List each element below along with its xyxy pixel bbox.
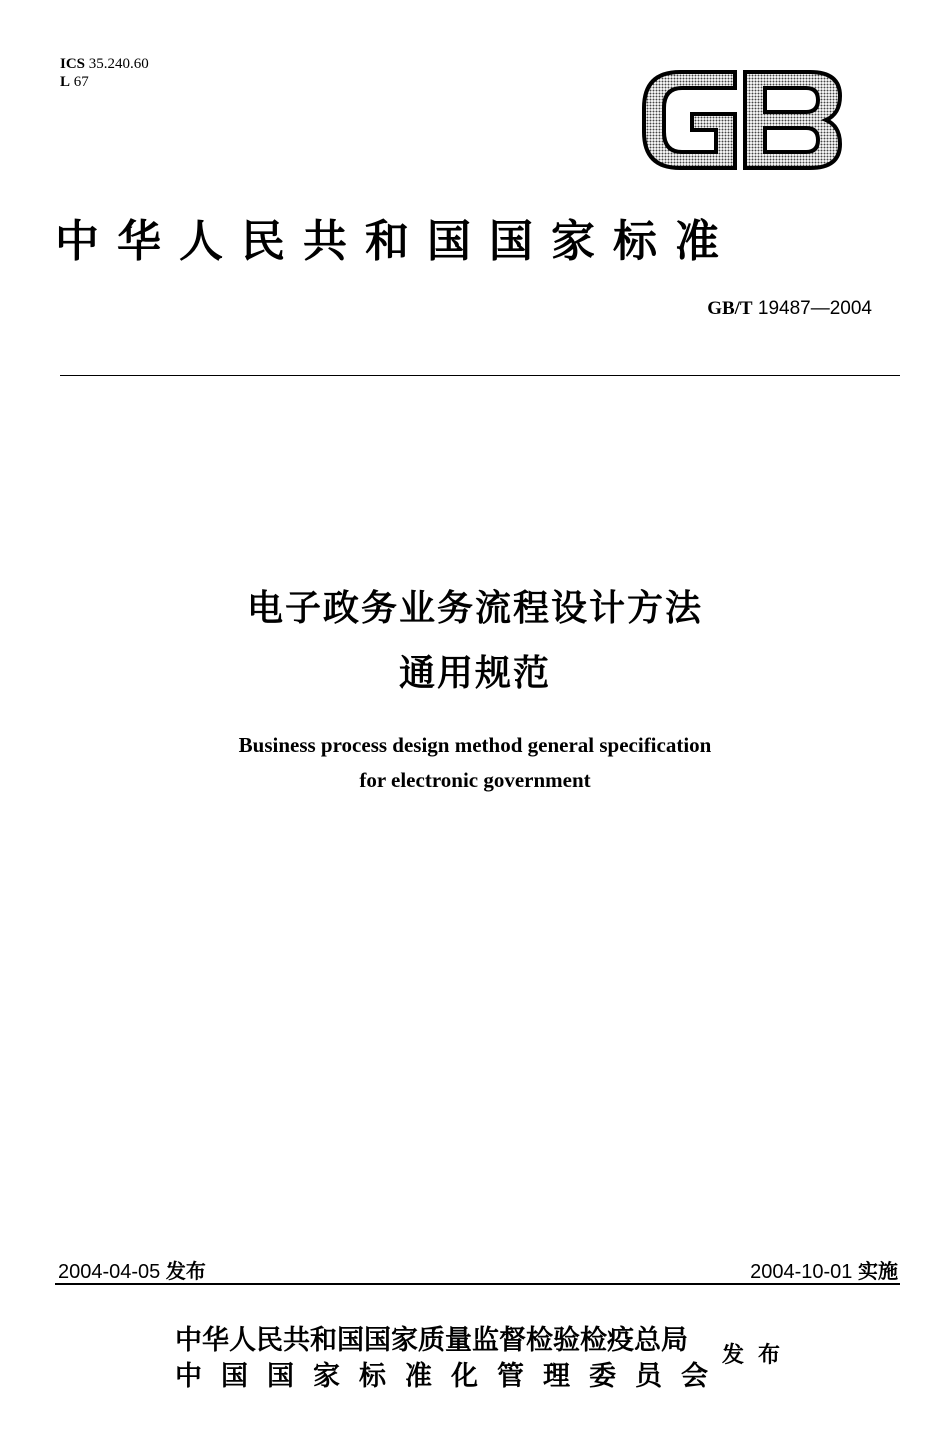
ccs-line [60, 73, 149, 91]
implementation-date-value: 2004-10-01 [750, 1261, 853, 1283]
issue-date-value: 2004-04-05 [58, 1261, 161, 1283]
ccs-code: 67 [73, 74, 89, 90]
ccs-prefix: L [60, 74, 71, 90]
footer-divider [55, 1283, 900, 1285]
standard-prefix: GB/T [707, 298, 753, 319]
english-title-line-1: Business process design method general specification [238, 733, 712, 757]
ics-code: 35.240.60 [88, 56, 149, 72]
header-divider [60, 375, 900, 376]
chinese-title-line-2: 通用规范 [398, 653, 551, 694]
english-title-line-2: for electronic government [359, 768, 591, 792]
standard-code: 19487—2004 [757, 298, 872, 319]
implementation-date [750, 1255, 898, 1284]
ics-classification [60, 55, 149, 91]
logo-letter-g [644, 72, 735, 168]
chinese-title-line-1: 电子政务业务流程设计方法 [246, 588, 703, 629]
issuer-line-2: 中国国家标准化管理委员会 [175, 1361, 727, 1392]
implementation-date-label: 实施 [858, 1259, 898, 1283]
logo-letter-b [745, 72, 840, 168]
publish-label: 发布 [722, 1343, 795, 1368]
issue-date-label: 发布 [165, 1259, 206, 1283]
ics-line [60, 55, 149, 73]
ics-prefix: ICS [60, 56, 86, 72]
standard-number [707, 298, 872, 320]
issuer-line-1: 中华人民共和国国家质量监督检验检疫总局 [175, 1325, 688, 1356]
issue-date [58, 1255, 206, 1284]
national-standard-title: 中华人民共和国国家标准 [55, 216, 737, 267]
gb-logo [640, 68, 845, 172]
